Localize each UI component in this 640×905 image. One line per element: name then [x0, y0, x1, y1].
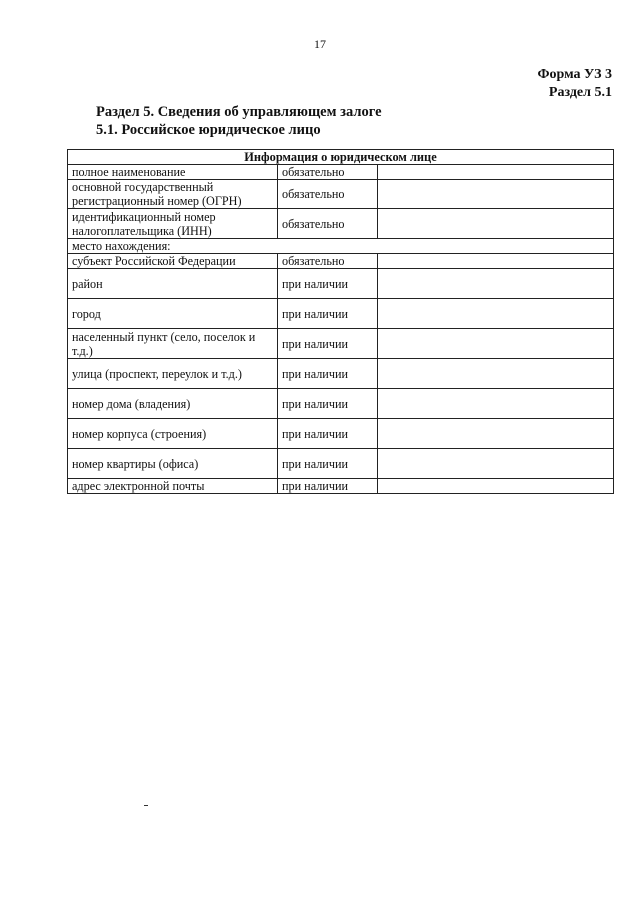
field-name: улица (проспект, переулок и т.д.): [68, 359, 278, 389]
field-requirement: при наличии: [278, 389, 378, 419]
field-requirement: обязательно: [278, 165, 378, 180]
field-name: адрес электронной почты: [68, 479, 278, 494]
table-row: [68, 389, 614, 419]
field-name: идентификационный номер налогоплательщика (ИНН): [68, 209, 278, 239]
field-value-cell: [378, 180, 614, 209]
field-requirement: обязательно: [278, 180, 378, 209]
field-value-cell: [378, 359, 614, 389]
field-requirement: обязательно: [278, 254, 378, 269]
table-row: [68, 449, 614, 479]
field-requirement: при наличии: [278, 269, 378, 299]
field-name: район: [68, 269, 278, 299]
table-row: [68, 479, 614, 494]
field-value-cell: [378, 419, 614, 449]
field-value-cell: [378, 165, 614, 180]
field-value-cell: [378, 449, 614, 479]
field-value-cell: [378, 254, 614, 269]
section-heading: [96, 103, 382, 139]
field-value-cell: [378, 479, 614, 494]
table-row: [68, 419, 614, 449]
field-requirement: при наличии: [278, 299, 378, 329]
table-header-row: [68, 150, 614, 165]
field-group-label: место нахождения:: [68, 239, 614, 254]
table-row: [68, 329, 614, 359]
field-name: основной государственный регистрационный номер (ОГРН): [68, 180, 278, 209]
table-header: Информация о юридическом лице: [68, 150, 614, 165]
table-row: [68, 299, 614, 329]
field-requirement: при наличии: [278, 419, 378, 449]
form-section: Раздел 5.1: [548, 85, 612, 100]
field-value-cell: [378, 269, 614, 299]
field-name: населенный пункт (село, поселок и т.д.): [68, 329, 278, 359]
table-row: [68, 165, 614, 180]
table-row: [68, 180, 614, 209]
form-code: Форма УЗ 3: [537, 67, 612, 82]
section-title: Раздел 5. Сведения об управляющем залоге: [96, 104, 382, 120]
table-row: [68, 269, 614, 299]
field-requirement: обязательно: [278, 209, 378, 239]
table-row: [68, 359, 614, 389]
scan-mark: [144, 805, 148, 806]
field-value-cell: [378, 299, 614, 329]
page-number: 17: [314, 37, 326, 51]
field-requirement: при наличии: [278, 329, 378, 359]
table-row: [68, 254, 614, 269]
field-value-cell: [378, 209, 614, 239]
field-name: субъект Российской Федерации: [68, 254, 278, 269]
form-label: [537, 66, 612, 102]
field-name: город: [68, 299, 278, 329]
field-value-cell: [378, 329, 614, 359]
field-value-cell: [378, 389, 614, 419]
field-name: номер дома (владения): [68, 389, 278, 419]
field-requirement: при наличии: [278, 359, 378, 389]
legal-entity-info-table: [67, 149, 614, 494]
table-row: [68, 239, 614, 254]
field-requirement: при наличии: [278, 449, 378, 479]
field-requirement: при наличии: [278, 479, 378, 494]
table-row: [68, 209, 614, 239]
field-name: номер корпуса (строения): [68, 419, 278, 449]
field-name: полное наименование: [68, 165, 278, 180]
field-name: номер квартиры (офиса): [68, 449, 278, 479]
section-subtitle: 5.1. Российское юридическое лицо: [96, 122, 321, 138]
